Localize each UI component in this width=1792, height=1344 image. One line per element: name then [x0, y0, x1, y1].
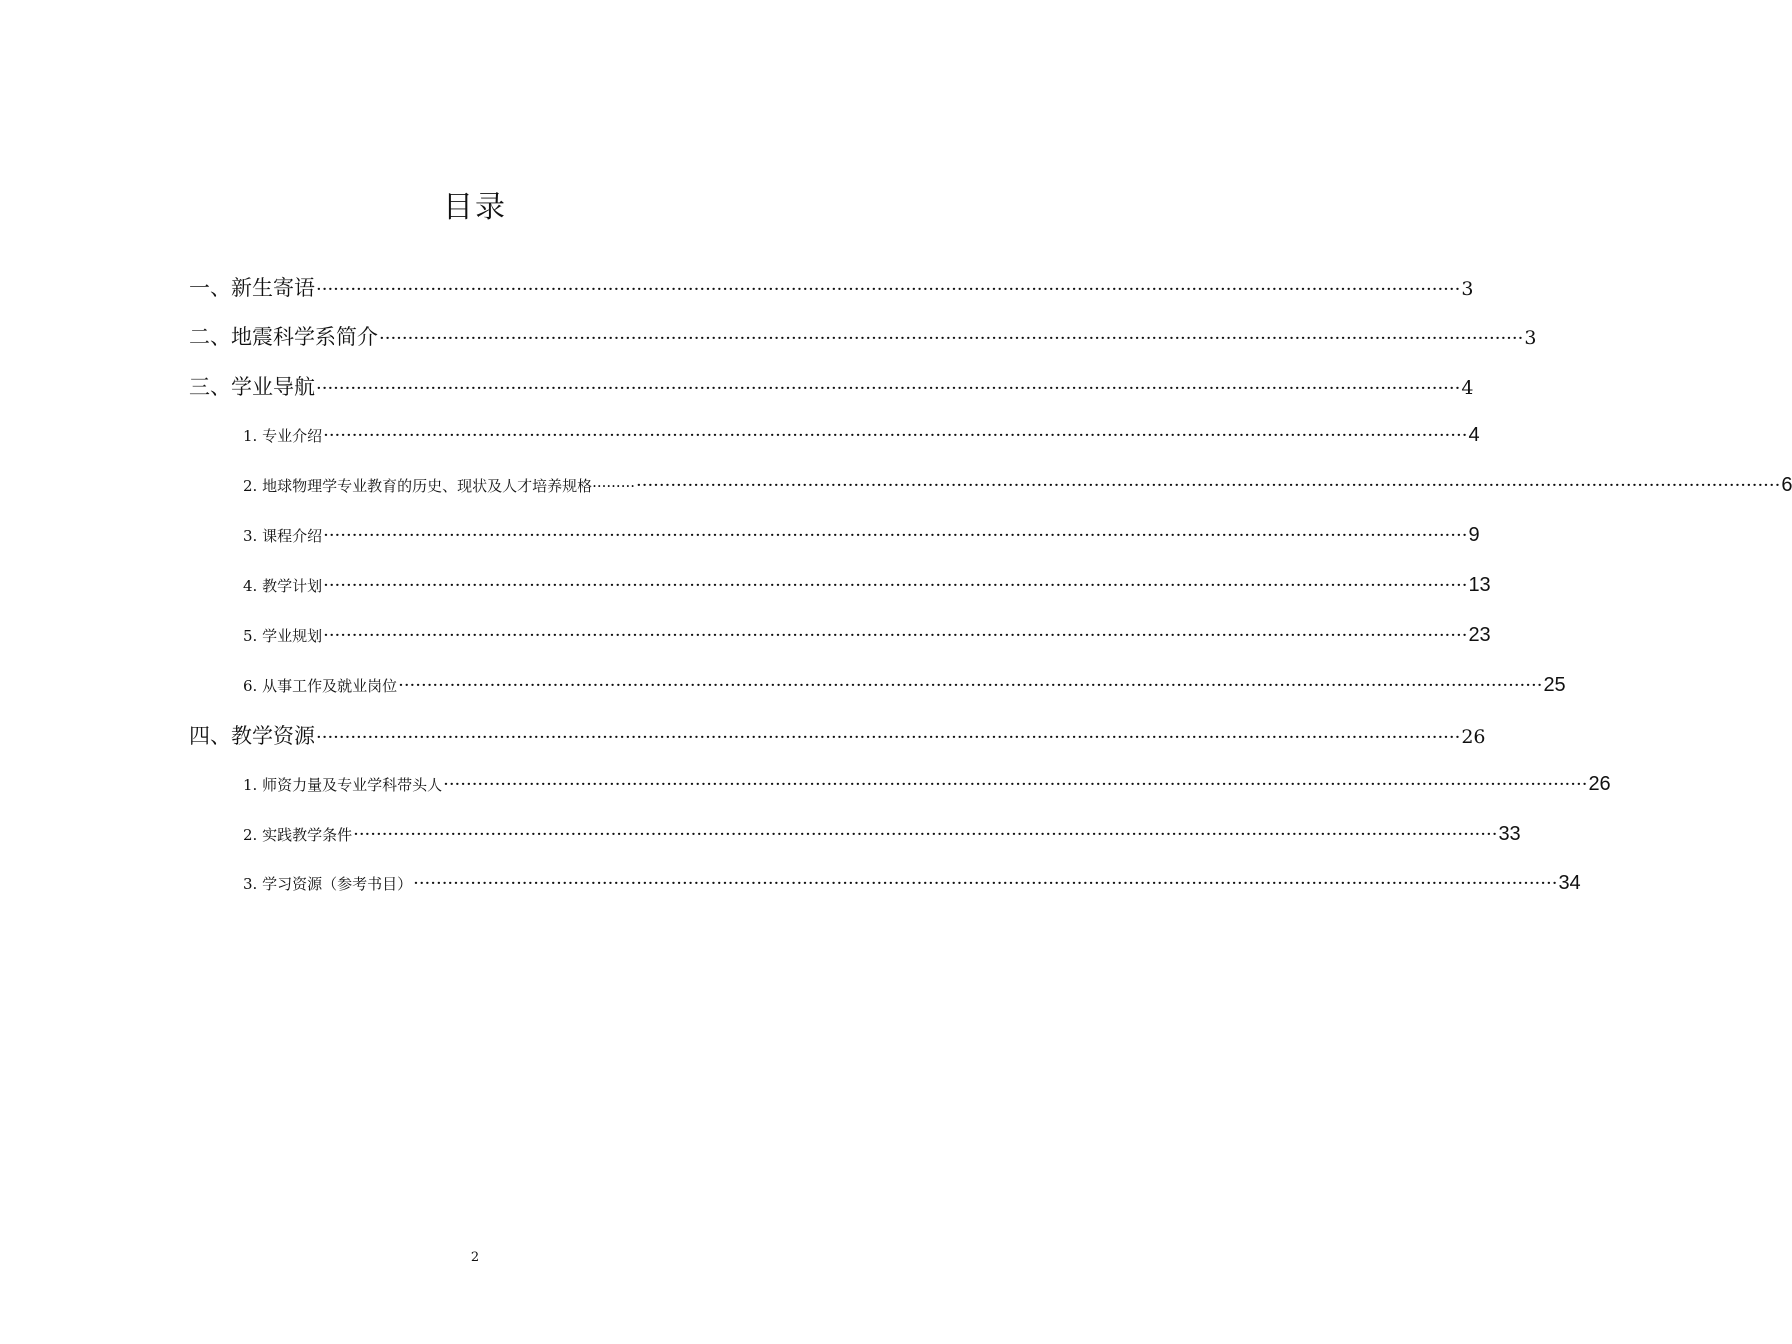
toc-label: 二、地震科学系简介 [189, 325, 378, 349]
toc-label: 3. 课程介绍 [243, 527, 323, 545]
toc-page-number: 26 [1461, 726, 1486, 748]
toc-label: 3. 学习资源（参考书目） [243, 875, 413, 893]
toc-page-number: 3 [1524, 327, 1537, 349]
toc-entry-academic-planning [243, 624, 1491, 647]
leader-dots: ········································································································································································································ [353, 824, 1498, 845]
toc-entry-careers [243, 674, 1566, 697]
toc-page-number: 6 [1781, 474, 1792, 496]
toc-page-number: 26 [1588, 773, 1611, 795]
toc-entry-welcome [189, 272, 1474, 302]
toc-entry-learning-resources [243, 872, 1581, 895]
toc-entry-teaching-plan [243, 574, 1491, 597]
toc-entry-major-intro [243, 424, 1480, 447]
leader-dots: ········································································································································································································ [323, 575, 1468, 596]
toc-entry-practice-conditions [243, 823, 1521, 846]
toc-page-number: 25 [1543, 674, 1566, 696]
leader-dots: ········································································································································································································ [636, 475, 1781, 496]
toc-entry-department-intro [189, 321, 1537, 351]
toc-page-number: 34 [1558, 872, 1581, 894]
leader-dots: ········································································································································································································ [398, 675, 1543, 696]
toc-page-number: 9 [1468, 524, 1480, 546]
toc-page-number: 3 [1461, 278, 1474, 300]
page-number-footer: 2 [470, 1250, 480, 1265]
toc-page-number: 4 [1461, 377, 1474, 399]
toc-label: 5. 学业规划 [243, 627, 323, 645]
leader-dots: ········································································································································································································ [316, 378, 1461, 399]
toc-label: 2. 实践教学条件 [243, 826, 353, 844]
toc-entry-academic-guide [189, 371, 1474, 401]
toc-entry-faculty [243, 773, 1611, 796]
leader-dots: ········································································································································································································ [316, 279, 1461, 300]
toc-label: 一、新生寄语 [189, 276, 315, 300]
leader-dots: ········································································································································································································ [316, 727, 1461, 748]
leader-dots: ········································································································································································································ [323, 525, 1468, 546]
toc-label: 四、教学资源 [189, 724, 315, 748]
toc-page-number: 4 [1468, 424, 1480, 446]
toc-label: 三、学业导航 [189, 375, 315, 399]
toc-label: 1. 专业介绍 [243, 427, 323, 445]
page-title: 目录 [443, 190, 507, 225]
toc-label: 1. 师资力量及专业学科带头人 [243, 776, 443, 794]
leader-dots: ········································································································································································································ [379, 328, 1524, 349]
leader-dots: ········································································································································································································ [443, 774, 1588, 795]
toc-label: 2. 地球物理学专业教育的历史、现状及人才培养规格········· [243, 477, 635, 495]
toc-entry-course-intro [243, 524, 1480, 547]
leader-dots: ········································································································································································································ [323, 425, 1468, 446]
toc-label: 4. 教学计划 [243, 577, 323, 595]
toc-label: 6. 从事工作及就业岗位 [243, 677, 398, 695]
leader-dots: ········································································································································································································ [413, 873, 1558, 894]
toc-page-number: 23 [1468, 624, 1491, 646]
toc-page-number: 33 [1498, 823, 1521, 845]
toc-page-number: 13 [1468, 574, 1491, 596]
toc-entry-teaching-resources [189, 720, 1486, 750]
leader-dots: ········································································································································································································ [323, 625, 1468, 646]
toc-entry-geophysics-history [243, 474, 1792, 497]
